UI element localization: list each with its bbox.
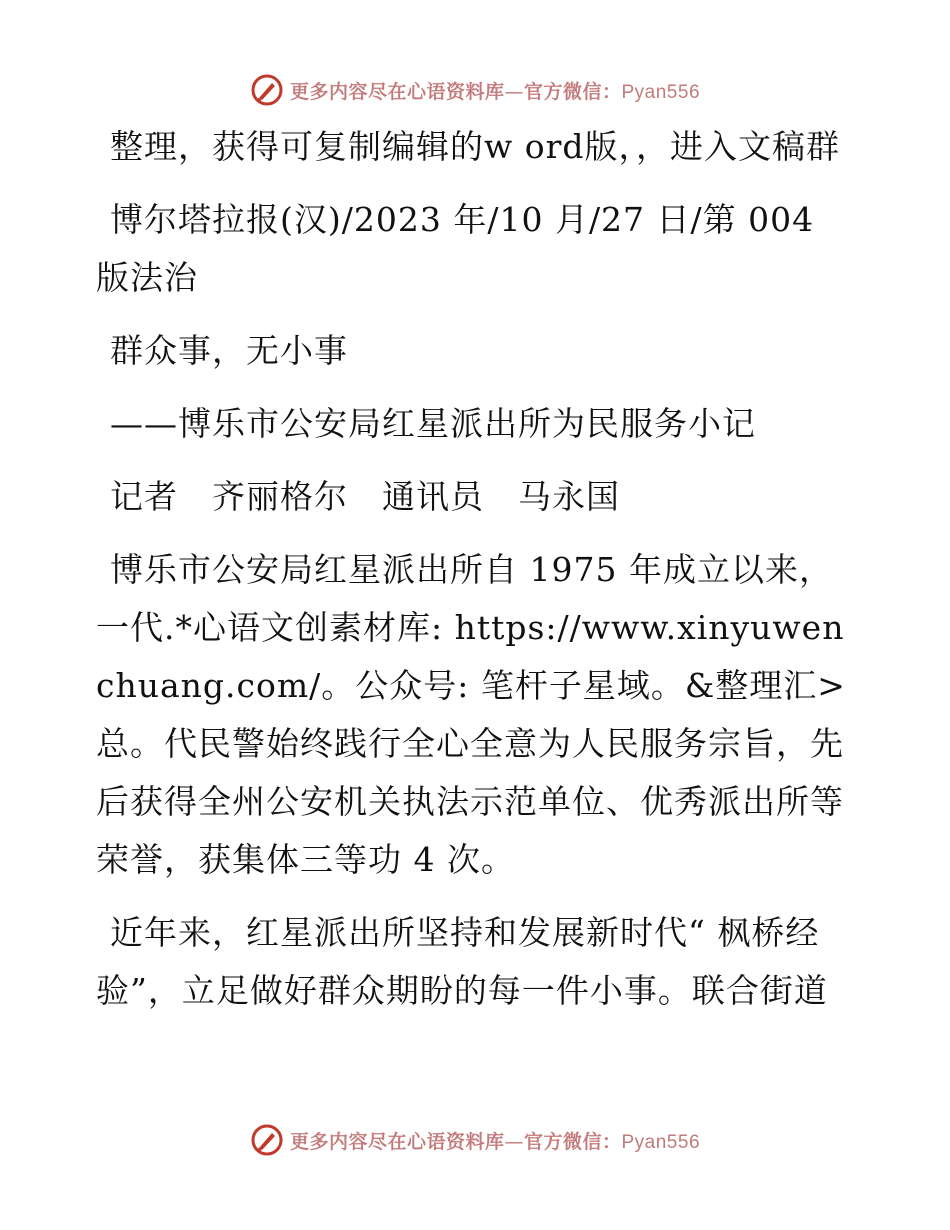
- pen-logo-icon: [250, 1123, 284, 1157]
- article-subtitle: ——博乐市公安局红星派出所为民服务小记: [110, 404, 756, 443]
- pen-logo-icon: [250, 73, 284, 107]
- footer-banner: [0, 1120, 950, 1160]
- header-banner: [0, 70, 950, 110]
- paragraph-intro: 整理，获得可复制编辑的w ord版，，进入文稿群: [110, 127, 841, 166]
- paragraph-source: 博尔塔拉报(汉)/2023 年/10 月/27 日/第 004 版法治: [96, 200, 815, 297]
- banner-text: 更多内容尽在心语资料库—官方微信：Pyan556: [289, 80, 701, 103]
- paragraph-body-1: 博乐市公安局红星派出所自 1975 年成立以来，一代.*心语文创素材库: https://www.xinyuwenchuang.com/。公众号: 笔杆子星域。&整理汇>总。代民警始终践行全心全意为人民服务宗旨，先后获得全州公安机关执法示范单位、优秀派出所等荣誉，获集体三等功 4 次。: [96, 550, 846, 879]
- article-byline: 记者 齐丽格尔 通讯员 马永国: [110, 477, 620, 516]
- article-body: [96, 118, 856, 1035]
- article-title: 群众事，无小事: [110, 331, 348, 370]
- banner-text: 更多内容尽在心语资料库—官方微信：Pyan556: [289, 1130, 701, 1153]
- paragraph-body-2: 近年来，红星派出所坚持和发展新时代“ 枫桥经验”，立足做好群众期盼的每一件小事。联合街道: [96, 913, 828, 1010]
